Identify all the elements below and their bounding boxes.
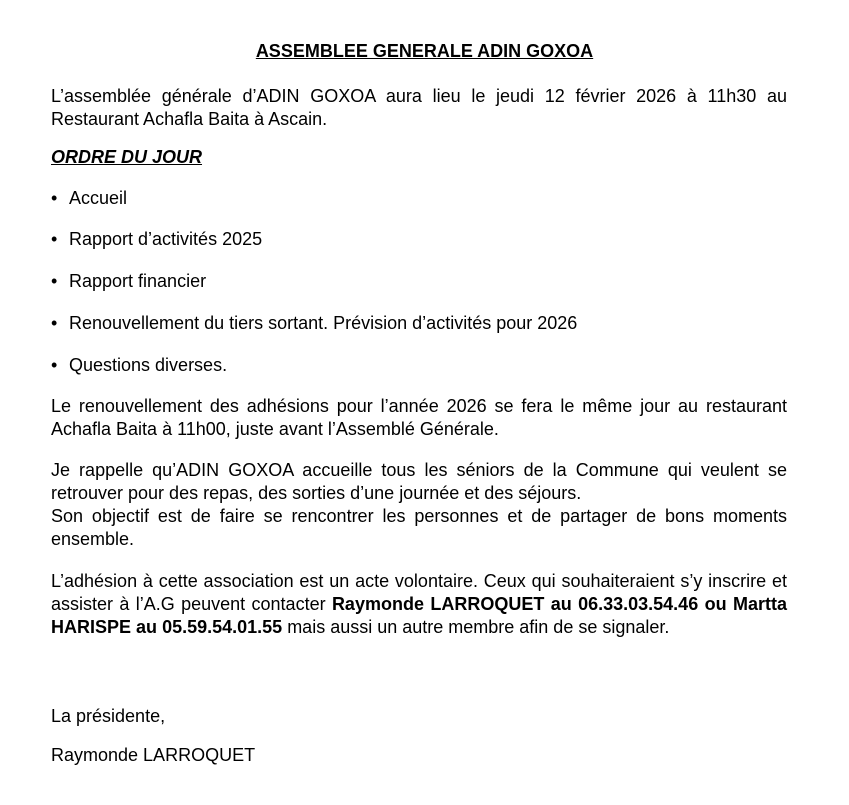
agenda-heading: ORDRE DU JOUR xyxy=(51,147,203,167)
membership-text-after: mais aussi un autre membre afin de se signaler. xyxy=(282,617,670,637)
list-item xyxy=(51,187,127,210)
contact-1-name: Raymonde LARROQUET xyxy=(331,594,545,614)
page-title: ASSEMBLEE GENERALE ADIN GOXOA xyxy=(255,41,594,61)
agenda-item-label: Rapport d’activités 2025 xyxy=(69,229,263,249)
membership-text-before: L’adhésion à cette association est un acte volontaire. Ceux qui souhaiteraient s’y inscrire et assister à l’A.G peuvent contacter xyxy=(51,571,787,614)
objective-paragraph: Son objectif est de faire se rencontrer les personnes et de partager de bons moments ensemble. xyxy=(51,506,787,549)
bullet-icon: • xyxy=(51,355,58,375)
contact-2-phone: 05.59.54.01.55 xyxy=(162,617,283,637)
bullet-icon: • xyxy=(51,313,58,333)
agenda-item-label: Renouvellement du tiers sortant. Prévision d’activités pour 2026 xyxy=(69,313,578,333)
contact-1-connector: au xyxy=(550,594,572,614)
agenda-item-label: Questions diverses. xyxy=(69,355,228,375)
agenda-item-label: Rapport financier xyxy=(69,271,207,291)
reminder-paragraph: Je rappelle qu’ADIN GOXOA accueille tous les séniors de la Commune qui veulent se retrouver pour des repas, des sorties d’une journée et des séjours. xyxy=(51,460,787,503)
agenda-item-label: Accueil xyxy=(69,188,128,208)
bullet-icon: • xyxy=(51,271,58,291)
list-item xyxy=(51,354,227,377)
signature-role: La présidente, xyxy=(51,706,166,726)
list-item xyxy=(51,270,206,293)
contact-2-name: Martta HARISPE xyxy=(51,594,787,637)
contact-1-phone: 06.33.03.54.46 xyxy=(578,594,699,614)
bullet-icon: • xyxy=(51,229,58,249)
list-item xyxy=(51,312,577,335)
renewal-paragraph: Le renouvellement des adhésions pour l’année 2026 se fera le même jour au restaurant Achafla Baita à 11h00, juste avant l’Assemblé Générale. xyxy=(51,396,787,439)
signature-name: Raymonde LARROQUET xyxy=(51,745,256,765)
intro-paragraph: L’assemblée générale d’ADIN GOXOA aura lieu le jeudi 12 février 2026 à 11h30 au Restaurant Achafla Baita à Ascain. xyxy=(51,86,787,129)
list-item xyxy=(51,228,262,251)
contact-2-connector: au xyxy=(136,617,158,637)
bullet-icon: • xyxy=(51,188,58,208)
or-word: ou xyxy=(704,594,727,614)
membership-paragraph xyxy=(51,570,787,639)
